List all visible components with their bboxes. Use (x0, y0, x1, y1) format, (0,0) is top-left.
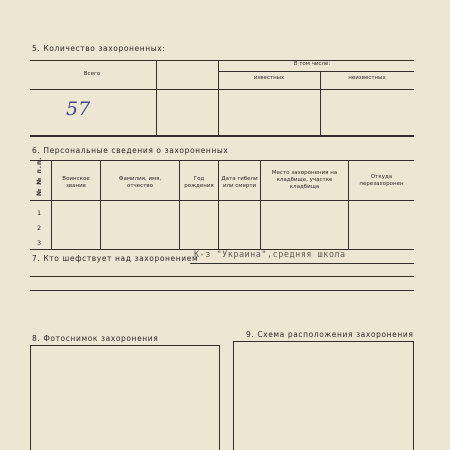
s5-header-total: Всего (83, 71, 101, 77)
s6-row-1: 1 (37, 209, 42, 217)
s7-underline-3 (30, 290, 414, 291)
s5-total-value: 57 (66, 98, 91, 120)
s6-vline-2 (100, 160, 101, 250)
s6-col-place: Место захоронения на кладбище, участке кладбища (271, 170, 338, 190)
s6-vline-4 (218, 160, 219, 250)
s7-patron-value: К-з "Украина",средняя школа (194, 250, 346, 260)
s7-underline-1 (190, 263, 414, 264)
s8-box-left (30, 345, 31, 450)
s5-vline-1 (156, 60, 157, 136)
s5-bottom-line (30, 135, 414, 137)
s5-header-known: известных (253, 75, 285, 81)
s8-box-right (219, 345, 220, 450)
section6-title: 6. Персональные сведения о захороненных (32, 146, 229, 155)
section8-title: 8. Фотоснимок захоронения (32, 334, 159, 343)
s7-underline-2 (30, 276, 414, 277)
s5-including-line (218, 71, 414, 72)
s6-col-birth: Год рождения (184, 176, 214, 189)
s6-top-line (30, 160, 414, 161)
s8-box-top (30, 345, 220, 346)
section9-title: 9. Схема расположения захоронения (246, 330, 414, 339)
s5-vline-3 (320, 71, 321, 136)
s5-header-including: В том числе: (293, 61, 331, 67)
s9-box-right (413, 341, 414, 450)
s6-col-death: Дата гибели или смерти (221, 176, 258, 189)
s6-col-no: № № п.п. (36, 156, 43, 196)
s6-col-name: Фамилия, имя, отчество (118, 176, 162, 189)
s6-vline-3 (179, 160, 180, 250)
s5-header-unknown: неизвестных (348, 75, 386, 81)
s9-box-left (233, 341, 234, 450)
s5-header-bottom-line (30, 89, 414, 90)
section5-title: 5. Количество захороненных: (32, 44, 166, 53)
s5-vline-2 (218, 60, 219, 136)
s6-row-3: 3 (37, 239, 42, 247)
s6-col-from: Откуда перезахоронен (359, 174, 404, 187)
s6-row-2: 2 (37, 224, 42, 232)
s6-header-bottom-line (30, 200, 414, 201)
s6-col-rank: Воинское звание (62, 176, 90, 189)
section7-label: 7. Кто шефствует над захоронением (32, 254, 199, 263)
s9-box-top (233, 341, 414, 342)
s5-top-line (30, 60, 414, 61)
s6-vline-1 (51, 160, 52, 250)
